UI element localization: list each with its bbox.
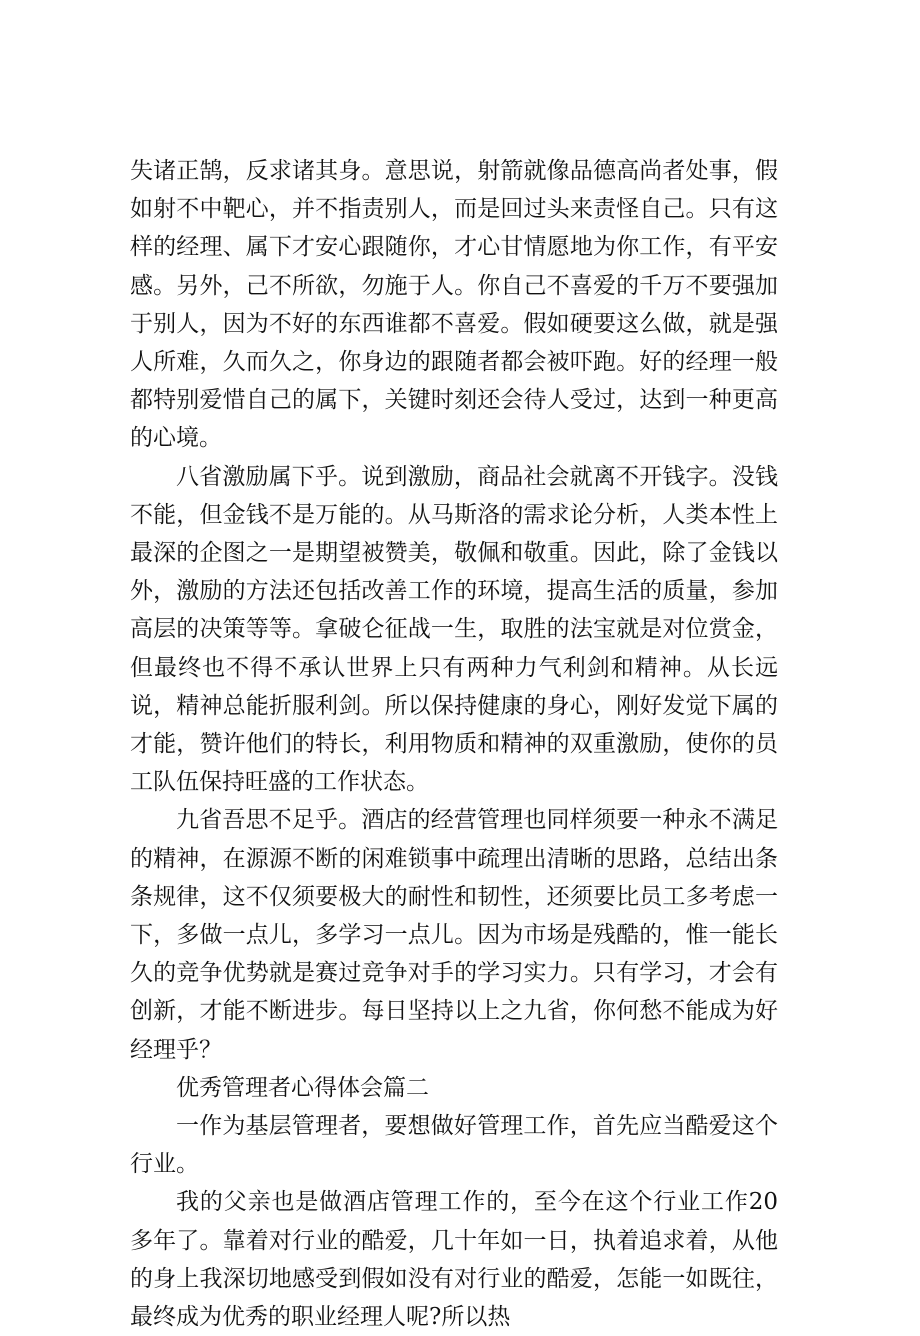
- paragraph-love-industry: 一作为基层管理者，要想做好管理工作，首先应当酷爱这个行业。: [130, 1113, 778, 1178]
- paragraph-father-example: 我的父亲也是做酒店管理工作的，至今在这个行业工作20多年了。靠着对行业的酷爱，几十年如一日，执着追求着，从他的身上我深切地感受到假如没有对行业的酷爱，怎能一如既往，最终成为优秀的职业经理人呢?所以热: [130, 1189, 778, 1331]
- document-page: [130, 152, 778, 1336]
- section-heading: 优秀管理者心得体会篇二: [176, 1074, 429, 1101]
- paragraph-continuation: 失诸正鹄，反求诸其身。意思说，射箭就像品德高尚者处事，假如射不中靶心，并不指责别人，而是回过头来责怪自己。只有这样的经理、属下才安心跟随你，才心甘情愿地为你工作，有平安感。另外，己不所欲，勿施于人。你自己不喜爱的千万不要强加于别人，因为不好的东西谁都不喜爱。假如硬要这么做，就是强人所难，久而久之，你身边的跟随者都会被吓跑。好的经理一般都特别爱惜自己的属下，关键时刻还会待人受过，达到一种更高的心境。: [130, 158, 778, 452]
- paragraph-ninth-reflection: 九省吾思不足乎。酒店的经营管理也同样须要一种永不满足的精神，在源源不断的闲难锁事中疏理出清晰的思路，总结出条条规律，这不仅须要极大的耐性和韧性，还须要比员工多考虑一下，多做一点儿，多学习一点儿。因为市场是残酷的，惟一能长久的竞争优势就是赛过竞争对手的学习实力。只有学习，才会有创新，才能不断进步。每日坚持以上之九省，你何愁不能成为好经理乎？: [130, 807, 778, 1063]
- paragraph-eighth-reflection: 八省激励属下乎。说到激励，商品社会就离不开钱字。没钱不能，但金钱不是万能的。从马斯洛的需求论分析，人类本性上最深的企图之一是期望被赞美，敬佩和敬重。因此，除了金钱以外，激励的方法还包括改善工作的环境，提高生活的质量，参加高层的决策等等。拿破仑征战一生，取胜的法宝就是对位赏金，但最终也不得不承认世界上只有两种力气利剑和精神。从长远说，精神总能折服利剑。所以保持健康的身心，刚好发觉下属的才能，赞许他们的特长，利用物质和精神的双重激励，使你的员工队伍保持旺盛的工作状态。: [130, 463, 778, 796]
